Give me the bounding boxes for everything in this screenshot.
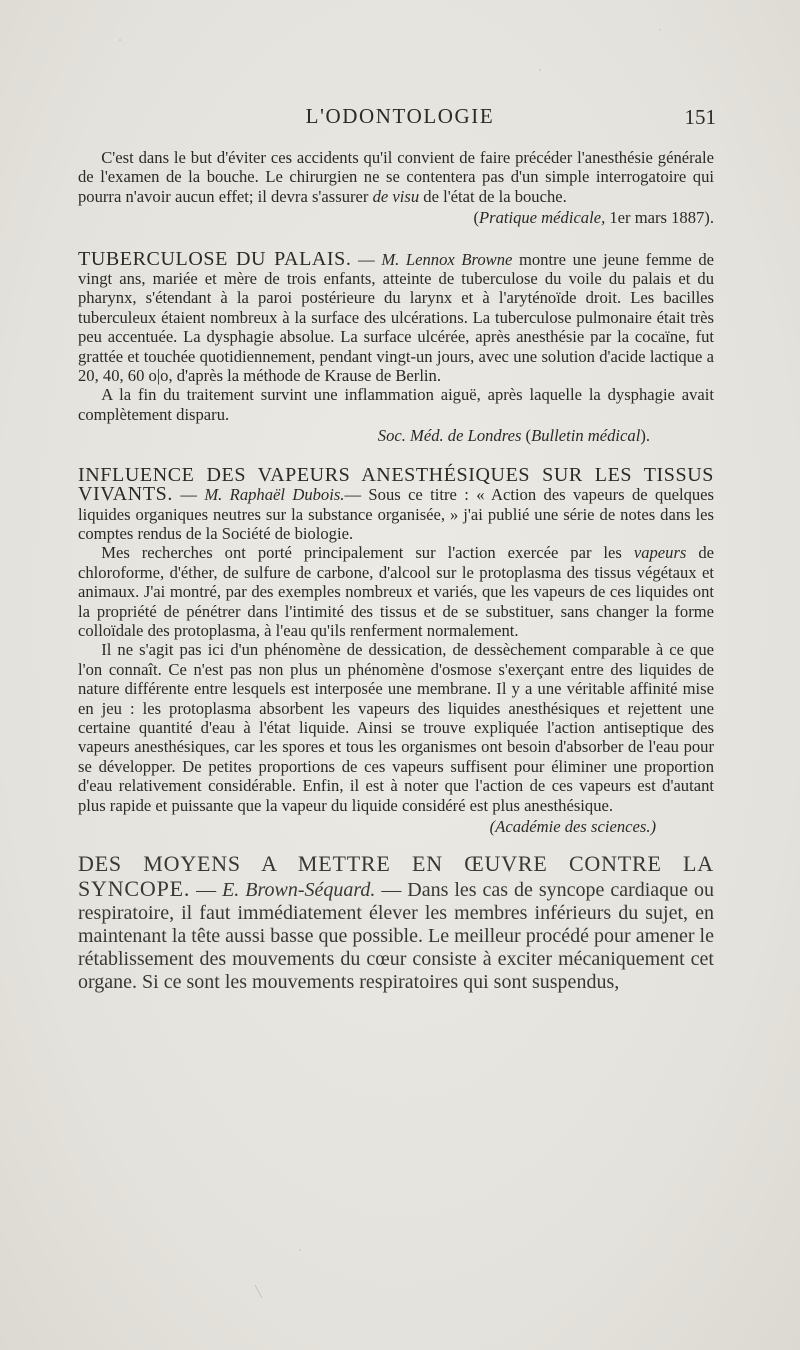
article4-text: — Dans les cas de syncope cardiaque ou respiratoire, il faut immédiatement élever les membres inférieurs du sujet, en maintenant la tête aussi basse que possible. Le meilleur procédé pour amener le rétablissement des mouvements du cœur consiste à exciter mécaniquement cet organe. Si ce sont les mouvements respiratoires qui sont suspendus, <box>78 879 714 994</box>
article1-text: C'est dans le but d'éviter ces accidents qu'il convient de faire précéder l'anesthésie générale de l'examen de la bouche. Le chirurgien ne se contentera pas d'un simple interrogatoire qui pourra n'avoir aucun effet; il devra s'assurer <box>78 148 714 206</box>
article3-text: Mes recherches ont porté principalement sur l'action exercée par les <box>101 543 634 563</box>
article2-author: M. Lennox Browne <box>381 249 513 269</box>
article2-title: TUBERCULOSE DU PALAIS. <box>78 247 352 270</box>
running-header <box>90 104 716 134</box>
page-number: 151 <box>684 105 716 129</box>
article2-source <box>78 426 714 445</box>
article4-paragraph <box>78 852 714 994</box>
article2-paragraph <box>78 247 715 386</box>
article4-title: DES MOYENS A METTRE EN ŒUVRE CONTRE LA SYNCOPE. <box>78 851 714 902</box>
article2-paragraph2: A la fin du traitement survint une inflammation aiguë, après laquelle la dysphagie avait complètement disparu. <box>78 385 714 424</box>
article2-text: montre une jeune femme de vingt ans, mariée et mère de trois enfants, atteinte de tuberculose du voile du palais et du pharynx, s'étendant à la paroi postérieure du larynx et à l'aryténoïde droit. Les bacilles tuberculeux étaient nombreux à la surface des ulcérations. La tuberculose pulmonaire était très peu accentuée. La dysphagie absolue. La surface ulcérée, après anesthésie par la cocaïne, fut grattée et touchée quotidiennement, pendant vingt-un jours, avec une solution d'acide lactique a 20, 40, 60 o|o, d'après la méthode de Krause de Berlin. <box>78 249 715 386</box>
source-society: Soc. Méd. de Londres <box>377 426 522 446</box>
article1-emphasis: de visu <box>372 186 420 206</box>
dash: — <box>344 485 369 505</box>
article3-paragraph <box>78 463 715 544</box>
dash: — <box>190 879 223 902</box>
source-date: 1er mars 1887). <box>605 208 714 228</box>
article3-title: INFLUENCE DES VAPEURS ANESTHÉSIQUES SUR LES TISSUS VIVANTS. <box>78 463 714 506</box>
article3-paragraph2 <box>78 543 714 640</box>
article1-text-end: de l'état de la bouche. <box>419 186 567 206</box>
article1-paragraph <box>78 148 714 206</box>
page-body <box>78 148 714 994</box>
source-journal: Pratique médicale, <box>478 208 606 228</box>
source-paren: ). <box>640 426 650 446</box>
source-paren: ( <box>521 426 532 446</box>
article3-emphasis: vapeurs <box>633 543 687 563</box>
article3-text: Sous ce titre : « Action des vapeurs de quelques liquides organiques neutres sur la substance organisée, » j'ai publié une série de notes dans les comptes rendus de la Société de biologie. <box>78 485 715 543</box>
dash: — <box>173 485 205 505</box>
article3-text-end: de chloroforme, d'éther, de sulfure de carbone, d'alcool sur le protoplasma des tissus végétaux et animaux. J'ai montré, par des exemples nombreux et variés, que les vapeurs de ces liquides ont la propriété de pénétrer dans l'intimité des tissus et de se substituer, sans changer la forme colloïdale des protoplasma, à l'eau qu'ils renferment normalement. <box>78 543 714 640</box>
dash: — <box>351 249 382 269</box>
journal-title: L'ODONTOLOGIE <box>305 104 495 128</box>
article1-source <box>78 208 714 227</box>
source-journal: Bulletin médical <box>531 426 641 446</box>
source-paren: ( <box>473 208 479 228</box>
article4-author: E. Brown-Séquard. <box>222 879 376 902</box>
article3-paragraph3: Il ne s'agit pas ici d'un phénomène de dessication, de dessèchement comparable à ce que l'on connaît. Ce n'est pas non plus un phénomène d'osmose s'exerçant entre des liquides de nature différente entre lesquels est interposée une membrane. Il y a une véritable affinité mise en jeu : les protoplasma absorbent les vapeurs des liquides anesthésiques et rejettent une certaine quantité d'eau à l'état liquide. Ainsi se trouve expliquée l'action antiseptique des vapeurs anesthésiques, car les spores et tous les organismes ont besoin d'absorber de l'eau pour se développer. De petites proportions de ces vapeurs suffisent pour éliminer une proportion d'eau relativement considérable. Enfin, il est à noter que l'action de ces vapeurs est d'autant plus rapide et puissante que la vapeur du liquide considéré est plus anesthésique. <box>78 640 714 815</box>
article3-source: (Académie des sciences.) <box>489 817 656 836</box>
article3-author: M. Raphaël Dubois. <box>204 485 345 505</box>
